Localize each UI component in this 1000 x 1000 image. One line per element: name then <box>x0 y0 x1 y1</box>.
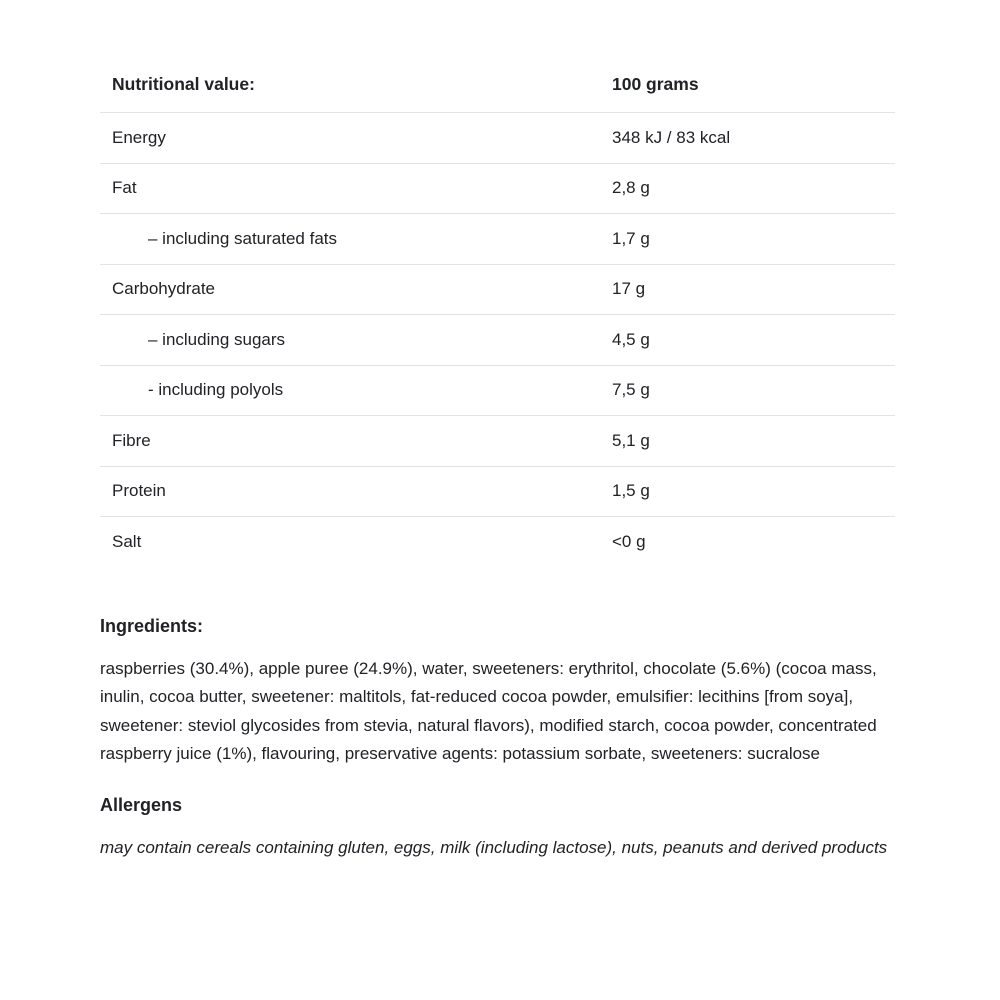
nutrient-value: 1,7 g <box>612 228 650 248</box>
nutrient-row-saturated-fats <box>100 214 895 265</box>
nutrient-value: 7,5 g <box>612 380 650 400</box>
ingredients-heading: Ingredients: <box>100 615 204 636</box>
nutrient-row-fat <box>100 164 895 215</box>
nutrient-row-protein <box>100 467 895 518</box>
nutrient-value: 4,5 g <box>612 329 650 349</box>
nutrient-value: 2,8 g <box>612 178 650 198</box>
nutrient-label: Carbohydrate <box>112 279 216 299</box>
nutrient-label: - including polyols <box>148 380 284 400</box>
nutrient-label: Protein <box>112 481 166 501</box>
nutrient-label: – including sugars <box>148 329 286 349</box>
table-header-row <box>100 74 895 113</box>
nutrient-value: 1,5 g <box>612 481 650 501</box>
nutrient-row-carbohydrate <box>100 265 895 316</box>
ingredients-section <box>100 614 895 769</box>
ingredients-text: raspberries (30.4%), apple puree (24.9%), water, sweeteners: erythritol, chocolate (5.6%) (cocoa mass, inulin, cocoa butter, sweetener: maltitols, fat-reduced cocoa powder, emulsifier: lecithins [from soya], sweetener: steviol glycosides from stevia, natural flavors), modified starch, cocoa powder, concentrated raspberry juice (1%), flavouring, preservative agents: potassium sorbate, sweeteners: sucralose <box>100 658 877 763</box>
nutrient-row-fibre <box>100 416 895 467</box>
nutrient-value: 348 kJ / 83 kcal <box>612 127 731 147</box>
table-header-label: Nutritional value: <box>112 74 255 94</box>
nutrient-label: Fat <box>112 178 137 198</box>
allergens-text: may contain cereals containing gluten, eggs, milk (including lactose), nuts, peanuts and derived products <box>100 837 888 857</box>
nutrient-label: Salt <box>112 532 142 552</box>
nutrient-label: Fibre <box>112 430 151 450</box>
nutrient-row-salt <box>100 517 895 568</box>
allergens-section <box>100 793 895 862</box>
nutrient-label: – including saturated fats <box>148 228 338 248</box>
nutrient-row-polyols <box>100 366 895 417</box>
nutrient-label: Energy <box>112 127 166 147</box>
nutrient-value: <0 g <box>612 532 646 552</box>
nutrition-table <box>100 74 895 568</box>
table-header-value: 100 grams <box>612 74 699 94</box>
nutrient-value: 17 g <box>612 279 646 299</box>
nutrient-value: 5,1 g <box>612 430 650 450</box>
nutrient-row-energy <box>100 113 895 164</box>
nutrient-row-sugars <box>100 315 895 366</box>
allergens-heading: Allergens <box>100 794 183 815</box>
content-column <box>100 0 895 862</box>
